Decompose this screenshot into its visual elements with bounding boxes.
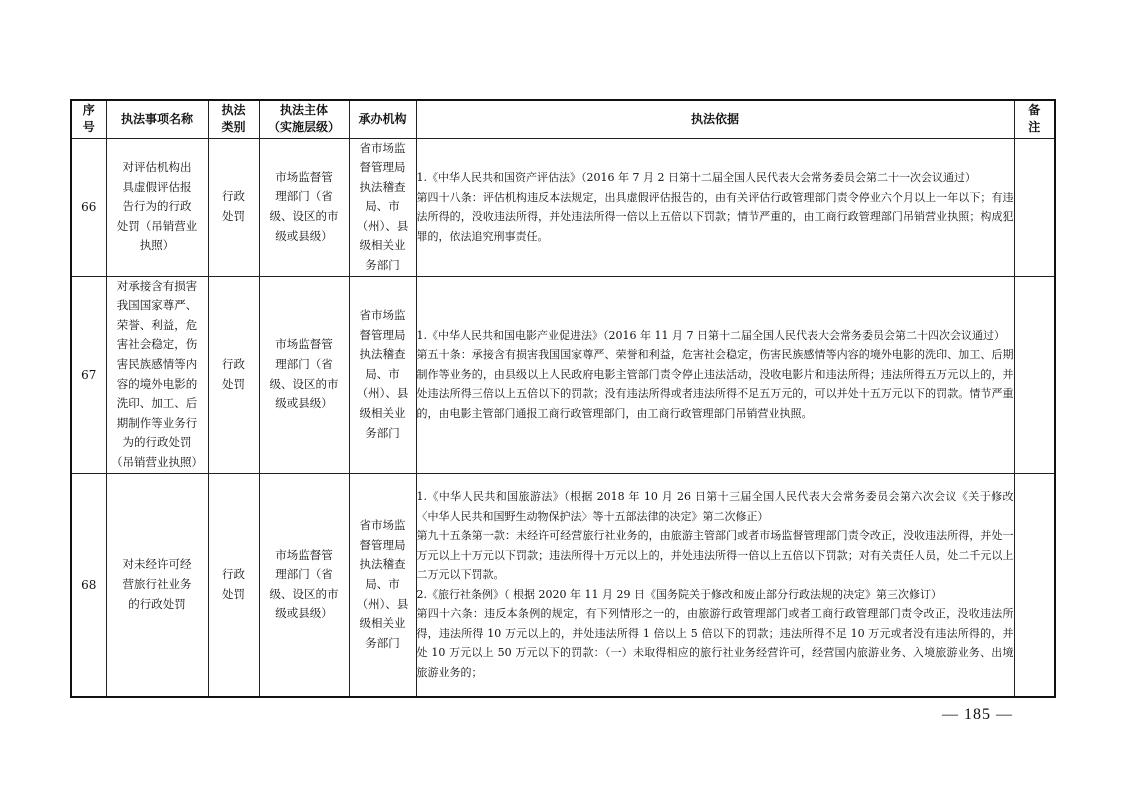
basis-cell (416, 138, 1014, 276)
table-row (71, 276, 1055, 473)
basis-paragraph: 第五十条：承接含有损害我国国家尊严、荣誉和利益，危害社会稳定，伤害民族感情等内容的境外电影的洗印、加工、后期制作等业务的，由县级以上人民政府电影主管部门责令停止违法活动，没收电影片和违法所得；违法所得五万元以上的，并处违法所得三倍以上五倍以下的罚款；没有违法所得或者违法所得不足五万元的，可以并处十五万元以下的罚款。情节严重的，由电影主管部门通报工商行政管理部门，由工商行政管理部门吊销营业执照。 (416, 348, 1014, 420)
subject-cell: 市场监督管 理部门（省 级、设区的市 级或县级） (259, 473, 349, 697)
subject-cell: 市场监督管 理部门（省 级、设区的市 级或县级） (259, 276, 349, 473)
basis-paragraph: 1.《中华人民共和国资产评估法》（2016 年 7 月 2 日第十二届全国人民代表大会常务委员会第二十一次会议通过） (416, 171, 976, 185)
basis-cell (416, 473, 1014, 697)
note-cell (1014, 276, 1055, 473)
header-category: 执法 类别 (208, 100, 259, 138)
category-cell: 行政 处罚 (208, 473, 259, 697)
table-row (71, 473, 1055, 697)
note-cell (1014, 473, 1055, 697)
item-name-cell: 对承接含有损害 我国国家尊严、 荣誉、利益，危 害社会稳定，伤 害民族感情等内 容的境外电影的 洗印、加工、后 期制作等业务行 为的行政处罚 （吊销营业执照） (106, 276, 208, 473)
row-number: 67 (71, 276, 106, 473)
agency-cell: 省市场监 督管理局 执法稽查 局、市 （州）、县 级相关业 务部门 (349, 473, 416, 697)
category-cell: 行政 处罚 (208, 276, 259, 473)
note-cell (1014, 138, 1055, 276)
basis-paragraph: 1.《中华人民共和国电影产业促进法》（2016 年 11 月 7 日第十二届全国人民代表大会常务委员会第二十四次会议通过） (416, 328, 1005, 342)
header-agency: 承办机构 (349, 100, 416, 138)
header-basis: 执法依据 (416, 100, 1014, 138)
header-subject: 执法主体 （实施层级） (259, 100, 349, 138)
category-cell: 行政 处罚 (208, 138, 259, 276)
header-item-name: 执法事项名称 (106, 100, 208, 138)
header-seq: 序 号 (71, 100, 106, 138)
row-number: 68 (71, 473, 106, 697)
basis-paragraph: 第九十五条第一款：未经许可经营旅行社业务的，由旅游主管部门或者市场监督管理部门责令改正，没收违法所得，并处一万元以上十万元以下罚款；违法所得十万元以上的，并处违法所得一倍以上五倍以下罚款；对有关责任人员，处二千元以上二万元以下罚款。 (416, 529, 1014, 582)
basis-paragraph: 2.《旅行社条例》（ 根据 2020 年 11 月 29 日《国务院关于修改和废止部分行政法规的决定》第三次修订） (416, 587, 942, 601)
item-name-cell: 对未经许可经 营旅行社业务 的行政处罚 (106, 473, 208, 697)
table-header-row (71, 100, 1055, 138)
header-note: 备 注 (1014, 100, 1055, 138)
agency-cell: 省市场监 督管理局 执法稽查 局、市 （州）、县 级相关业 务部门 (349, 276, 416, 473)
basis-paragraph: 1.《中华人民共和国旅游法》（根据 2018 年 10 月 26 日第十三届全国人民代表大会常务委员会第六次会议《关于修改〈中华人民共和国野生动物保护法〉等十五部法律的决定》第二次修正） (416, 490, 1014, 523)
basis-cell (416, 276, 1014, 473)
law-enforcement-table (70, 99, 1056, 698)
row-number: 66 (71, 138, 106, 276)
page-number: — 185 — (942, 706, 1013, 723)
agency-cell: 省市场监 督管理局 执法稽查 局、市 （州）、县 级相关业 务部门 (349, 138, 416, 276)
basis-paragraph: 第四十六条：违反本条例的规定，有下列情形之一的，由旅游行政管理部门或者工商行政管理部门责令改正，没收违法所得，违法所得 10 万元以上的，并处违法所得 1 倍以上 5 倍以下的罚款；违法所得不足 10 万元或者没有违法所得的，并处 10 万元以上 50 万元以下的罚款：（一）未取得相应的旅行社业务经营许可，经营国内旅游业务、入境旅游业务、出境旅游业务的； (416, 607, 1014, 679)
basis-paragraph: 第四十八条：评估机构违反本法规定，出具虚假评估报告的，由有关评估行政管理部门责令停业六个月以上一年以下；有违法所得的，没收违法所得，并处违法所得一倍以上五倍以下罚款；情节严重的，由工商行政管理部门吊销营业执照；构成犯罪的，依法追究刑事责任。 (416, 190, 1014, 243)
item-name-cell: 对评估机构出 具虚假评估报 告行为的行政 处罚（吊销营业 执照） (106, 138, 208, 276)
table-row (71, 138, 1055, 276)
subject-cell: 市场监督管 理部门（省 级、设区的市 级或县级） (259, 138, 349, 276)
